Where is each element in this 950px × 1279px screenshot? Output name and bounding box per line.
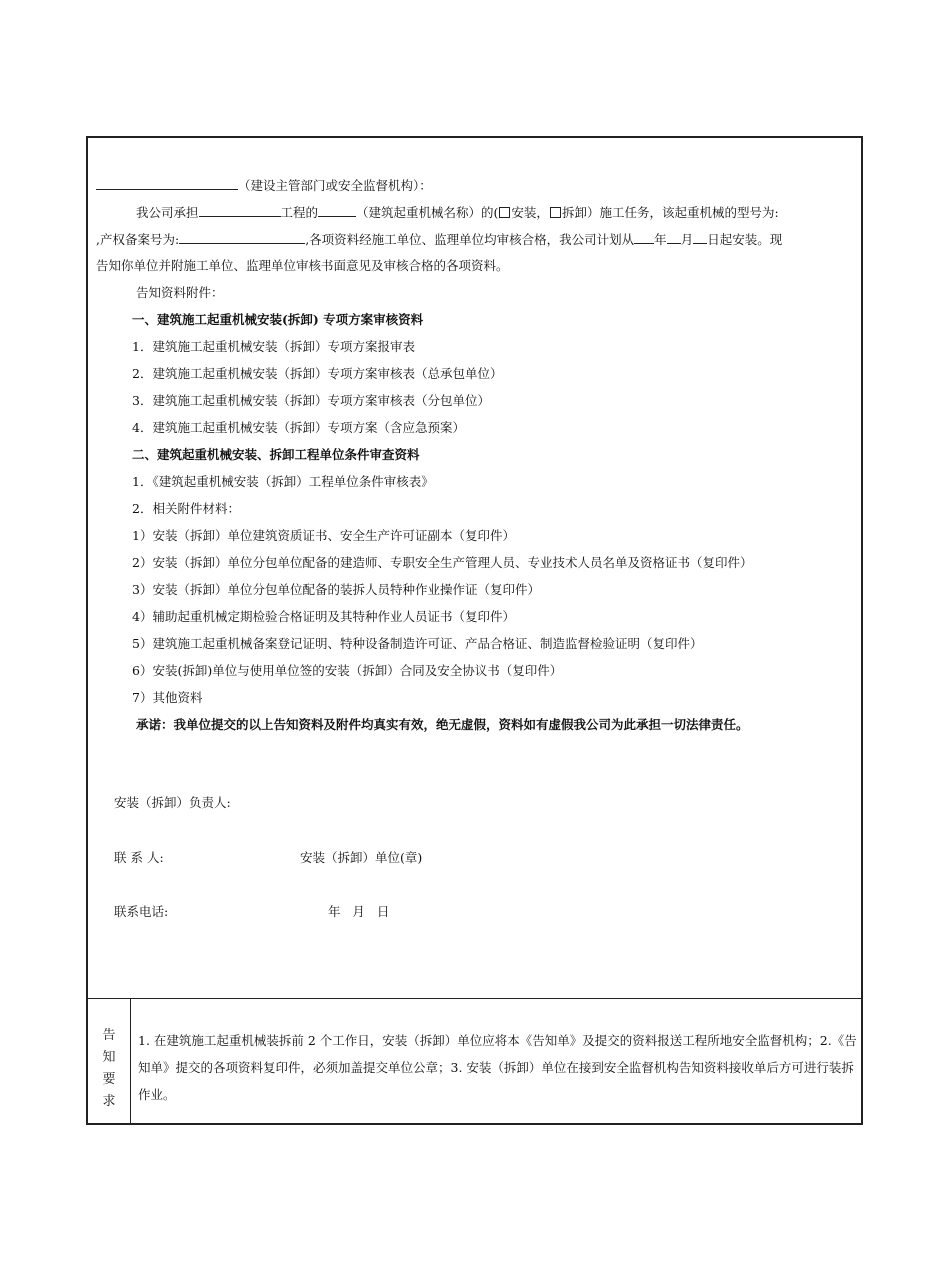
leader-label: 安装（拆卸）负责人: <box>114 795 231 810</box>
addressee-note: （建设主管部门或安全监督机构）： <box>238 178 432 193</box>
year-blank[interactable] <box>634 230 654 244</box>
day-blank[interactable] <box>693 230 707 244</box>
text-segment: 工程的 <box>280 205 319 220</box>
form-main-section <box>88 138 861 999</box>
section-1-title: 一、建筑施工起重机械安装(拆卸) 专项方案审核资料 <box>132 312 424 327</box>
notice-line-2 <box>96 230 782 249</box>
section-1-item: 1．建筑施工起重机械安装（拆卸）专项方案报审表 <box>132 339 415 354</box>
section-2-title: 二、建筑起重机械安装、拆卸工程单位条件审查资料 <box>132 447 420 462</box>
text-segment: ,产权备案号为: <box>96 232 180 247</box>
machine-name-blank[interactable] <box>318 203 356 217</box>
contact-label: 联 系 人: <box>114 850 164 865</box>
text-segment: 日起安装。现 <box>707 232 783 247</box>
month-blank[interactable] <box>667 230 681 244</box>
section-2-item: 3）安装（拆卸）单位分包单位配备的装拆人员特种作业操作证（复印件） <box>132 582 540 597</box>
requirements-label-char: 求 <box>102 1094 116 1109</box>
notice-line-3: 告知你单位并附施工单位、监理单位审核书面意见及审核合格的各项资料。 <box>96 258 509 273</box>
text-segment: 安装， <box>511 205 549 220</box>
project-name-blank[interactable] <box>199 203 281 217</box>
unit-seal-label: 安装（拆卸）单位(章) <box>300 850 423 865</box>
section-2-item: 5）建筑施工起重机械备案登记证明、特种设备制造许可证、产品合格证、制造监督检验证明（复印件） <box>132 636 703 651</box>
dismantle-checkbox[interactable] <box>550 207 561 218</box>
section-1-item: 4．建筑施工起重机械安装（拆卸）专项方案（含应急预案） <box>132 420 465 435</box>
addressee-blank[interactable] <box>96 176 238 190</box>
text-segment: 月 <box>680 232 694 247</box>
requirements-label-char: 要 <box>102 1072 116 1087</box>
requirements-label-char: 告 <box>102 1028 116 1043</box>
promise-statement: 承诺：我单位提交的以上告知资料及附件均真实有效，绝无虚假，资料如有虚假我公司为此承担一切法律责任。 <box>136 717 749 732</box>
section-2-item: 1．《建筑起重机械安装（拆卸）工程单位条件审核表》 <box>132 474 434 489</box>
section-2-item: 7）其他资料 <box>132 690 203 705</box>
addressee-line <box>96 176 432 195</box>
requirements-label-char: 知 <box>102 1050 116 1065</box>
requirements-label <box>88 998 131 1123</box>
text-segment: 拆卸）施工任务，该起重机械的型号为: <box>561 205 779 220</box>
record-number-blank[interactable] <box>179 230 305 244</box>
requirements-text: 1. 在建筑施工起重机械装拆前 2 个工作日，安装（拆卸）单位应将本《告知单》及提交的资料报送工程所地安全监督机构；2.《告知单》提交的各项资料复印件，必须加盖提交单位公章；3. 安装（拆卸）单位在接到安全监督机构告知资料接收单后方可进行装拆作业。 <box>138 1033 857 1102</box>
text-segment: ,各项资料经施工单位、监理单位均审核合格，我公司计划从 <box>305 232 635 247</box>
install-checkbox[interactable] <box>499 207 510 218</box>
notice-line-1 <box>136 203 779 222</box>
notice-form <box>86 136 863 1125</box>
text-segment: 年 <box>654 232 667 247</box>
section-1-item: 2．建筑施工起重机械安装（拆卸）专项方案审核表（总承包单位） <box>132 366 503 381</box>
section-2-item: 6）安装(拆卸)单位与使用单位签的安装（拆卸）合同及安全协议书（复印件） <box>132 663 563 678</box>
section-2-item: 2．相关附件材料： <box>132 501 240 516</box>
date-label: 年 月 日 <box>328 904 390 919</box>
text-segment: 我公司承担 <box>136 205 199 220</box>
attachment-title: 告知资料附件： <box>136 285 224 300</box>
requirements-section <box>88 998 861 1123</box>
section-2-item: 4）辅助起重机械定期检验合格证明及其特种作业人员证书（复印件） <box>132 609 515 624</box>
phone-label: 联系电话: <box>114 904 169 919</box>
section-1-item: 3．建筑施工起重机械安装（拆卸）专项方案审核表（分包单位） <box>132 393 490 408</box>
section-2-item: 1）安装（拆卸）单位建筑资质证书、安全生产许可证副本（复印件） <box>132 528 515 543</box>
text-segment: （建筑起重机械名称）的( <box>356 205 499 220</box>
section-2-item: 2）安装（拆卸）单位分包单位配备的建造师、专职安全生产管理人员、专业技术人员名单及资格证书（复印件） <box>132 555 753 570</box>
